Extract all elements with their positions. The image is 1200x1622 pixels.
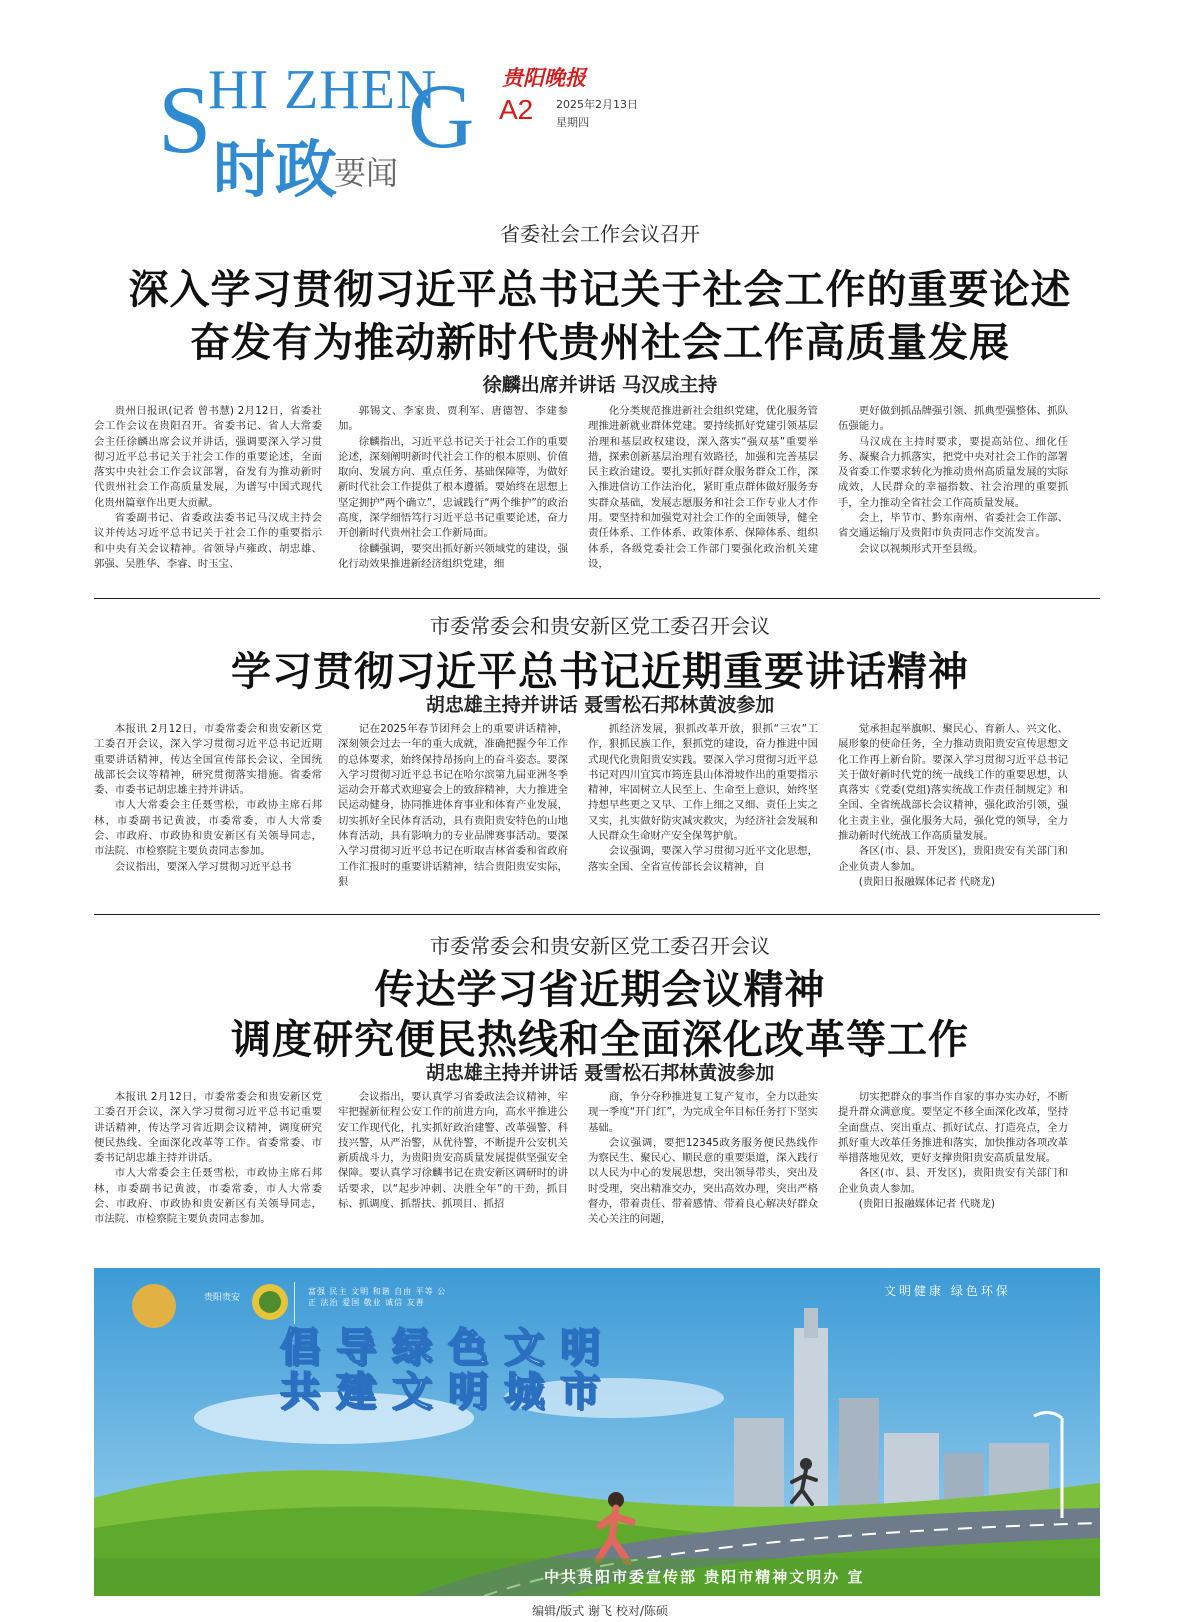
- article1-kicker: 省委社会工作会议召开: [500, 222, 700, 246]
- section-divider-1: [94, 598, 1100, 599]
- publication-weekday: 星期四: [556, 116, 589, 129]
- article1-column-3: [588, 404, 818, 588]
- paragraph: 更好做到抓品牌强引领、抓典型强整体、抓队伍强能力。: [838, 405, 1068, 433]
- masthead-pinyin: HI ZHEN: [208, 59, 438, 121]
- article3-column-3: [588, 1090, 818, 1258]
- tower-building: [794, 1328, 828, 1518]
- page-credits: 编辑/版式 谢飞 校对/陈硕: [532, 1604, 668, 1618]
- page-number: A2: [499, 94, 534, 125]
- article2-column-4: [838, 722, 1068, 902]
- banner-core-values: 富强 民主 文明 和谐 自由 平等 公正 法治 爱国 敬业 诚信 友善: [308, 1287, 447, 1307]
- paragraph: (贵阳日报融媒体记者 代晓龙): [858, 875, 995, 888]
- paragraph: 各区(市、县、开发区)，贵阳贵安有关部门和企业负责人参加。: [838, 1167, 1068, 1195]
- article1-column-2: [338, 404, 568, 588]
- article1-column-4: [838, 404, 1068, 588]
- publication-date: 2025年2月13日: [556, 98, 638, 111]
- article3-headline-line1: 传达学习省近期会议精神: [374, 967, 826, 1013]
- banner-city-label: 贵阳贵安: [204, 1293, 241, 1303]
- paragraph: 贵州日报讯(记者 曾书慧) 2月12日，省委社会工作会议在贵阳召开。省委书记、省人大常委会主任徐麟出席会议并讲话，强调要深入学习贯彻习近平总书记关于社会工作的重要论述，全面落实中央社会工作会议部署，奋发有为推动新时代贵州社会工作高质量发展，为谱写中国式现代化贵州篇章作出更大贡献。: [94, 405, 322, 509]
- paragraph: 会议指出，要认真学习省委政法会议精神，牢牢把握新征程公安工作的前进方向，高水平推进公安工作现代化，扎实抓好政治建警、改革强警、科技兴警，从严治警，从优待警，不断提升公安机关新质战斗力，为贵阳贵安高质量发展提供坚强安全保障。要认真学习徐麟书记在贵安新区调研时的讲话要求，以“起步冲刺、决胜全年”的干劲，抓目标、抓调度、抓帮扶、抓项目、抓招: [338, 1091, 568, 1211]
- paragraph: 会议以视频形式开至县级。: [858, 542, 984, 555]
- paragraph: 商，争分夺秒推进复工复产复市，全力以赴实现一季度“开门红”，为完成全年目标任务打下坚实基础。: [588, 1091, 818, 1134]
- article1-column-1: [94, 404, 322, 588]
- article1-headline-line2: 奋发有为推动新时代贵州社会工作高质量发展: [190, 320, 1010, 366]
- article3-column-2: [338, 1090, 568, 1258]
- section-subtitle: 要闻: [334, 154, 399, 192]
- paragraph: 抓经济发展，狠抓改革开放，狠抓“三农”工作，狠抓民族工作，狠抓党的建设，奋力推进中国式现代化贵阳贵安实践。要深入学习贯彻习近平总书记对四川宜宾市筠连县山体滑坡作出的重要指示精神，牢固树立人民至上、生命至上意识，始终坚持想早些更之又早、工作上细之又细、责任上实之又实，扎实做好防灾减灾救灾，为经济社会发展和人民群众生命财产安全保驾护航。: [588, 723, 818, 843]
- paragraph: 各区(市、县、开发区)，贵阳贵安有关部门和企业负责人参加。: [838, 845, 1068, 873]
- banner-slogan-line2: 共建文明城市: [280, 1369, 616, 1415]
- article3-column-1: [94, 1090, 322, 1258]
- masthead-letter-g: G: [408, 65, 475, 167]
- paragraph: 记在2025年春节团拜会上的重要讲话精神，深刻领会过去一年的重大成就，准确把握今年工作的总体要求，始终保持昂扬向上的奋斗姿态。要深入学习贯彻习近平总书记在哈尔滨第九届亚洲冬季运动会开幕式欢迎宴会上的致辞精神，大力推进全民运动健身，协同推进体育事业和体育产业发展，切实抓好全民体育活动，具有贵阳贵安特色的山地体育活动，具有影响力的专业品牌赛事活动。要深入学习贯彻习近平总书记在听取吉林省委和省政府工作汇报时的重要讲话精神，结合贵阳贵安实际，狠: [338, 723, 568, 888]
- paragraph: 会上，毕节市、黔东南州、省委社会工作部、省交通运输厅及贵阳市负责同志作交流发言。: [838, 512, 1068, 540]
- article2-column-2: [338, 722, 568, 902]
- article2-column-3: [588, 722, 818, 902]
- paragraph: 徐麟指出，习近平总书记关于社会工作的重要论述，深刻阐明新时代社会工作的根本原则、价值取向、发展方向、重点任务、基础保障等，为做好新时代社会工作提供了根本遵循。要始终在思想上坚定拥护“两个确立”，忠诚践行“两个维护”的政治高度，深学细悟笃行习近平总书记重要论述，奋力开创新时代贵州社会工作新局面。: [338, 435, 568, 540]
- article3-kicker: 市委常委会和贵安新区党工委召开会议: [430, 934, 770, 958]
- banner-organizers: 中共贵阳市委宣传部 贵阳市精神文明办 宣: [544, 1568, 865, 1586]
- paragraph: 市人大常委会主任聂雪松，市政协主席石邦林，市委副书记黄波，市委常委，市人大常委会、市政府、市政协和贵安新区有关领导同志，市法院、市检察院主要负责同志参加。: [94, 799, 322, 858]
- paragraph: 会议指出，要深入学习贯彻习近平总书: [114, 860, 292, 873]
- article2-headline: 学习贯彻习近平总书记近期重要讲话精神: [231, 649, 969, 695]
- paragraph: 省委副书记、省委政法委书记马汉成主持会议并传达习近平总书记关于社会工作的重要指示和中央有关会议精神。省领导卢雍政、胡忠雄、郭强、吴胜华、李睿、时玉宝、: [94, 512, 322, 570]
- paragraph: 会议强调，要深入学习贯彻习近平文化思想，落实全国、全省宣传部长会议精神，自: [588, 845, 818, 873]
- paragraph: 会议强调，要把12345政务服务便民热线作为察民生、聚民心、顺民意的重要渠道，深入践行以人民为中心的发展思想，突出领导带头，突出及时受理，突出精准交办，突出高效办理，突出严格督办，带着责任、带着感情、带着良心解决好群众关心关注的问题，: [588, 1136, 818, 1226]
- section-divider-2: [94, 914, 1100, 915]
- paragraph: 觉承担起举旗帜、聚民心、育新人、兴文化、展形象的使命任务，全力推动贵阳贵安宣传思想文化工作再上新台阶。要深入学习贯彻习近平总书记关于做好新时代党的统一战线工作的重要思想，认真落实《党委(党组)落实统战工作责任制规定》和全国、全省统战部长会议精神，强化政治引领，强化主责主业，强化服务大局，强化党的领导，全力推动新时代统战工作高质量发展。: [838, 723, 1068, 843]
- paragraph: 化分类规范推进新社会组织党建，优化服务管理推进新就业群体党建。要持续抓好党建引领基层治理和基层政权建设，深入落实“强双基”重要举措，探索创新基层治理有效路径，加强和完善基层民主政治建设。要扎实抓好群众服务群众工作，深入推进信访工作法治化，紧盯重点群体做好服务夯实群众基础，发展志愿服务和社会工作专业人才作用。要坚持和加强党对社会工作的全面领导，健全责任体系、工作体系、政策体系、保障体系、组织体系，各级党委社会工作部门要强化政治机关建设，: [588, 405, 818, 570]
- article2-column-1: [94, 722, 322, 902]
- paragraph: 徐麟强调，要突出抓好新兴领域党的建设，强化行动效果推进新经济组织党建，细: [338, 542, 568, 570]
- article2-kicker: 市委常委会和贵安新区党工委召开会议: [430, 614, 770, 638]
- city-logo-icon: [132, 1284, 176, 1328]
- masthead-letter-s: S: [158, 66, 212, 173]
- paragraph: 市人大常委会主任聂雪松，市政协主席石邦林，市委副书记黄波，市委常委，市人大常委会、市政府、市政协和贵安新区有关领导同志，市法院、市检察院主要负责同志参加。: [94, 1167, 322, 1226]
- article2-byline: 胡忠雄主持并讲话 聂雪松石邦林黄波参加: [425, 694, 775, 716]
- newspaper-logo: 贵阳晚报: [502, 65, 586, 90]
- article1-headline-line1: 深入学习贯彻习近平总书记关于社会工作的重要论述: [128, 267, 1072, 313]
- article1-byline: 徐麟出席并讲话 马汉成主持: [482, 374, 718, 396]
- paragraph: 郭锡文、李家贵、贾利军、唐德智、李建参加。: [338, 405, 568, 433]
- paragraph: 切实把群众的事当作自家的事办实办好，不断提升群众满意度。要坚定不移全面深化改革，坚持全面盘点、突出重点、抓好试点、打造亮点，全力抓好重大改革任务推进和落实，加快推动各项改革举措落地见效，更好支撑贵阳贵安高质量发展。: [838, 1091, 1068, 1165]
- article3-byline: 胡忠雄主持并讲话 聂雪松石邦林黄波参加: [425, 1062, 775, 1084]
- article3-headline-line2: 调度研究便民热线和全面深化改革等工作: [231, 1017, 969, 1063]
- banner-slogan-line1: 倡导绿色文明: [280, 1325, 616, 1371]
- paragraph: 马汉成在主持时要求，要提高站位、细化任务、凝聚合力抓落实，把党中央对社会工作的部署及省委工作要求转化为推动贵州高质量发展的实际成效，人民群众的幸福指数、社会治理的重要抓手，全力推动全省社会工作高质量发展。: [838, 435, 1068, 509]
- banner-motto: 文明健康 绿色环保: [884, 1284, 1011, 1298]
- paragraph: 本报讯 2月12日，市委常委会和贵安新区党工委召开会议，深入学习贯彻习近平总书记重要讲话精神，传达学习省近期会议精神，调度研究便民热线、全面深化改革等工作。省委常委、市委书记胡忠雄主持并讲话。: [94, 1091, 322, 1165]
- paragraph: 本报讯 2月12日，市委常委会和贵安新区党工委召开会议，深入学习贯彻习近平总书记近期重要讲话精神，传达全国宣传部长会议、全国统战部长会议等精神，研究贯彻落实措施。省委常委、市委书记胡忠雄主持并讲话。: [94, 723, 322, 797]
- section-title: 时政: [213, 133, 338, 206]
- paragraph: (贵阳日报融媒体记者 代晓龙): [858, 1198, 995, 1211]
- civilization-banner: [94, 1268, 1100, 1596]
- article3-column-4: [838, 1090, 1068, 1258]
